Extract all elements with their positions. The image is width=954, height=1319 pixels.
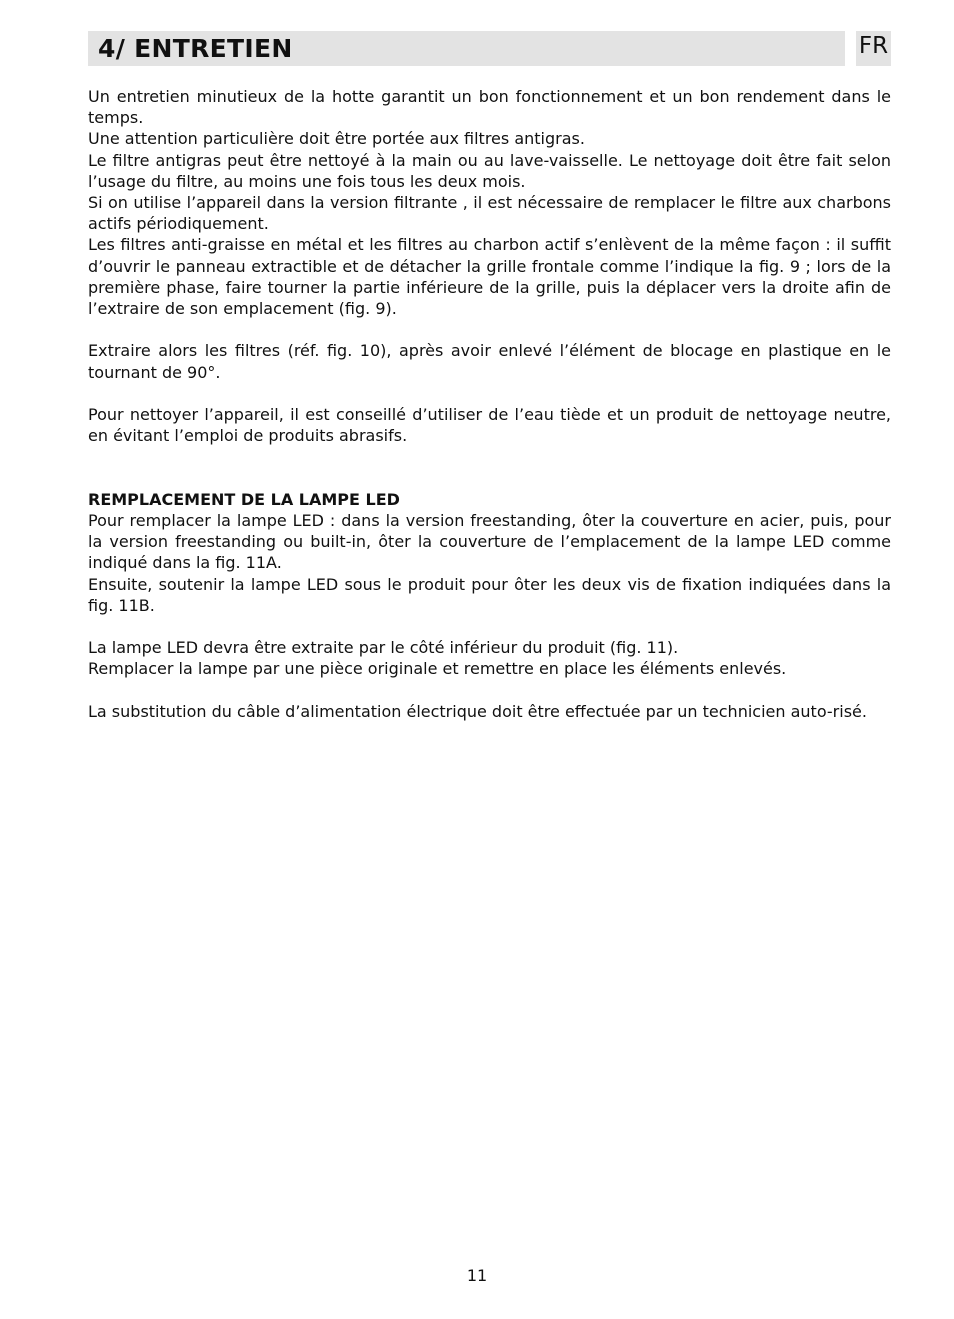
spacer: [88, 680, 891, 701]
main-content: [88, 86, 891, 722]
intro-paragraph-4: Si on utilise l’appareil dans la version filtrante , il est nécessaire de remplacer le filtre aux charbons actifs périodiquement.: [88, 193, 891, 234]
spacer: [88, 446, 891, 488]
led-paragraph-2: Ensuite, soutenir la lampe LED sous le produit pour ôter les deux vis de fixation indiquées dans la fig. 11B.: [88, 574, 891, 615]
led-paragraph-1: Pour remplacer la lampe LED : dans la version freestanding, ôter la couverture en acier, puis, pour la version freestanding ou built-in, ôter la couverture de l’emplacement de la lampe LED comme indiqué dans la fig. 11A.: [88, 511, 891, 573]
spacer: [88, 383, 891, 404]
spacer: [88, 616, 891, 637]
page-number: 11: [466, 1266, 488, 1285]
section-header: [88, 31, 845, 66]
intro-paragraph-3: Le filtre antigras peut être nettoyé à la main ou au lave-vaisselle. Le nettoyage doit être fait selon l’usage du filtre, au moins une fois tous les deux mois.: [88, 150, 891, 191]
led-section-heading: REMPLACEMENT DE LA LAMPE LED: [88, 489, 400, 509]
led-extraction-paragraph-2: Remplacer la lampe par une pièce originale et remettre en place les éléments enlevés.: [88, 659, 787, 679]
led-extraction-paragraph-1: La lampe LED devra être extraite par le côté inférieur du produit (fig. 11).: [88, 638, 679, 658]
spacer: [88, 319, 891, 340]
language-label: FR: [858, 33, 889, 59]
cable-paragraph: La substitution du câble d’alimentation électrique doit être effectuée par un technicien auto-risé.: [88, 701, 867, 721]
intro-paragraph-1: Un entretien minutieux de la hotte garantit un bon fonctionnement et un bon rendement dans le temps.: [88, 87, 891, 128]
cleaning-paragraph: Pour nettoyer l’appareil, il est conseillé d’utiliser de l’eau tiède et un produit de nettoyage neutre, en évitant l’emploi de produits abrasifs.: [88, 405, 891, 446]
section-title: 4/ ENTRETIEN: [98, 34, 293, 63]
filters-paragraph: Extraire alors les filtres (réf. fig. 10), après avoir enlevé l’élément de blocage en plastique en le tournant de 90°.: [88, 341, 891, 382]
language-tag: [856, 31, 891, 66]
intro-paragraph-5: Les filtres anti-graisse en métal et les filtres au charbon actif s’enlèvent de la même façon : il suffit d’ouvrir le panneau extractible et de détacher la grille frontale comme l’indique la fig. 9 ; lors de la première phase, faire tourner la partie inférieure de la grille, puis la déplacer vers la droite afin de l’extraire de son emplacement (fig. 9).: [88, 235, 891, 319]
intro-paragraph-2: Une attention particulière doit être portée aux filtres antigras.: [88, 129, 585, 149]
